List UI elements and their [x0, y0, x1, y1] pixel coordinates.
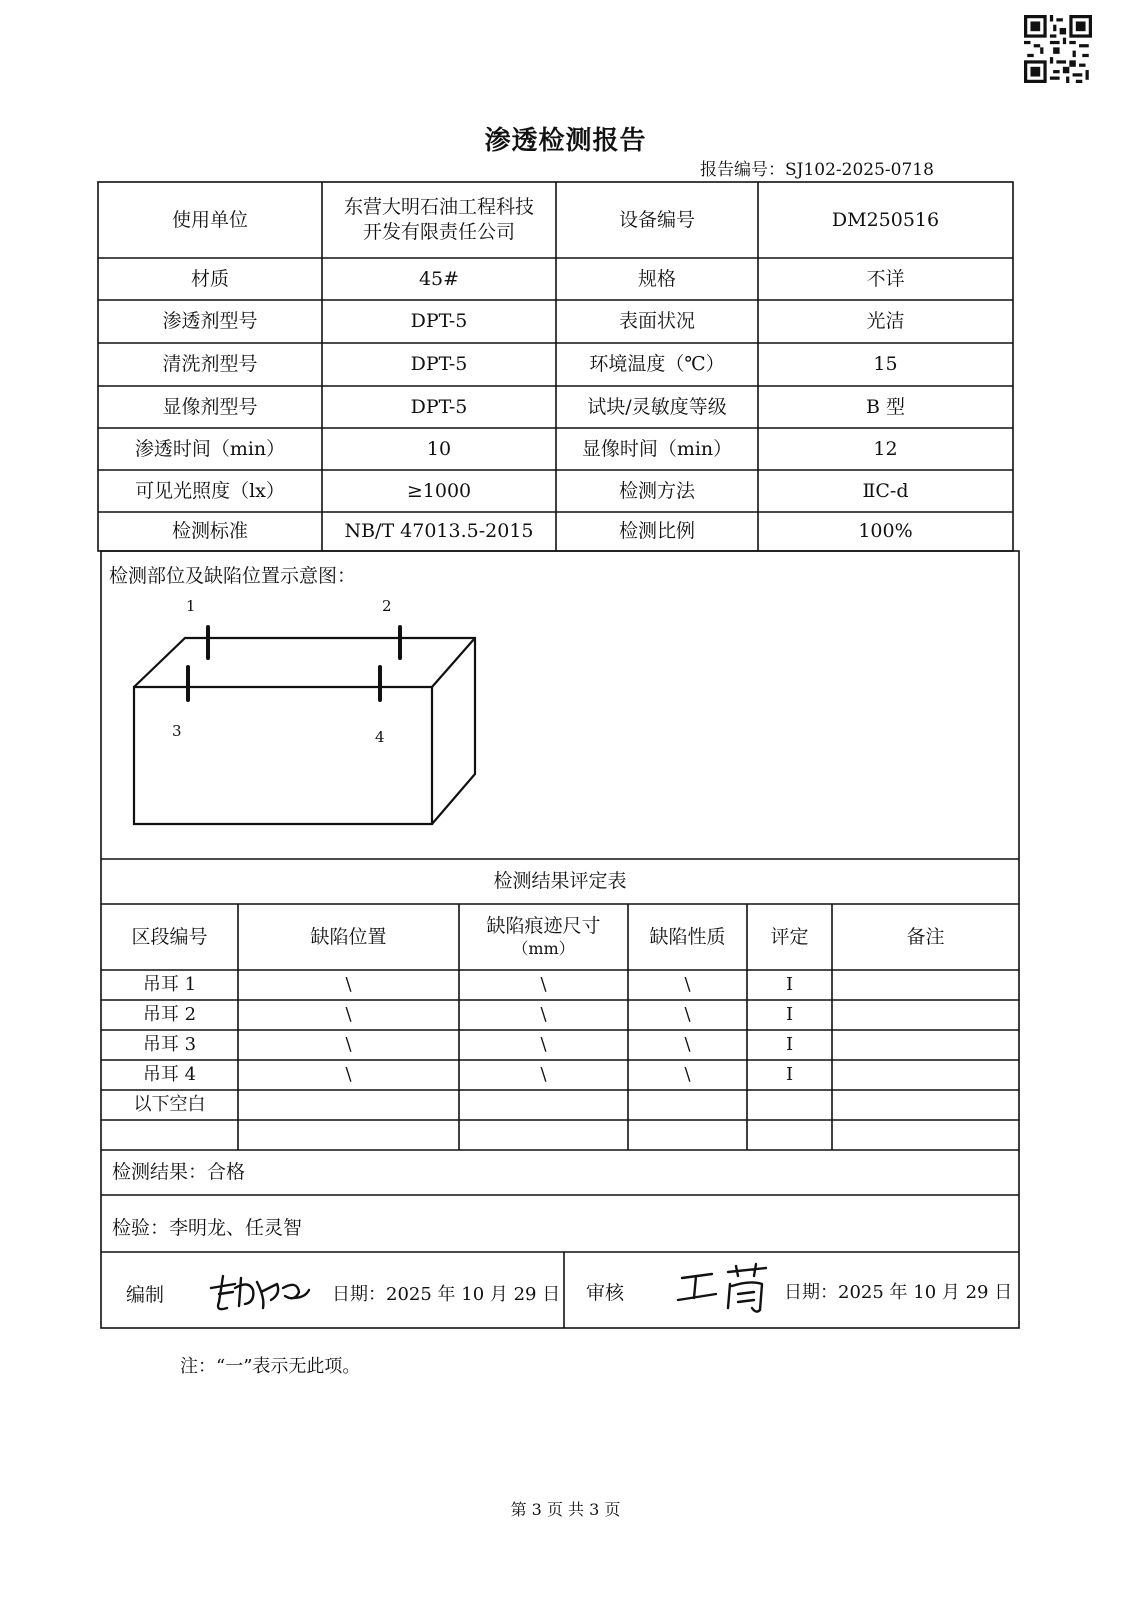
row-size: \: [540, 1004, 547, 1026]
row-nature: [628, 1090, 747, 1120]
row-grade: [747, 1090, 832, 1120]
marker-4-label: 4: [375, 728, 385, 746]
row-size: \: [540, 1064, 547, 1086]
row-grade: I: [785, 1064, 794, 1086]
row-position: \: [345, 974, 352, 996]
info-label: 清洗剂型号: [162, 353, 258, 376]
signature-reviewer-icon: [672, 1262, 776, 1316]
footnote: 注：“一”表示无此项。: [180, 1356, 361, 1377]
marker-1-label: 1: [186, 597, 196, 615]
row-remark: [832, 1060, 1019, 1090]
marker-3-label: 3: [172, 722, 182, 740]
info-value: 45#: [418, 267, 460, 290]
header-size-line1: 缺陷痕迹尺寸: [486, 915, 601, 938]
info-label: 渗透剂型号: [162, 310, 258, 333]
row-section: 以下空白: [133, 1094, 206, 1116]
info-label: 渗透时间（min）: [134, 437, 286, 460]
row-remark: [832, 970, 1019, 1000]
compile-date: 日期：2025 年 10 月 29 日: [332, 1284, 561, 1305]
row-position: [238, 1090, 459, 1120]
info-value: NB/T 47013.5-2015: [344, 520, 534, 543]
info-value: 100%: [858, 520, 913, 543]
lifting-block-sketch: [120, 590, 500, 840]
page-title: 渗透检测报告: [484, 126, 647, 156]
result-table-title: 检测结果评定表: [493, 870, 627, 893]
header-position: 缺陷位置: [310, 925, 387, 948]
report-number: 报告编号：SJ102-2025-0718: [700, 160, 934, 180]
info-value: 光洁: [866, 310, 905, 333]
row-section: 吊耳 4: [142, 1064, 197, 1086]
info-value: 12: [873, 437, 898, 460]
info-value: DPT-5: [410, 395, 468, 418]
info-label: 显像剂型号: [162, 395, 258, 418]
info-label: 规格: [637, 267, 676, 290]
conclusion-text: 检测结果：合格: [112, 1161, 246, 1183]
row-grade: I: [785, 974, 794, 996]
row-grade: I: [785, 1004, 794, 1026]
unit-value: 东营大明石油工程科技开发有限责任公司: [343, 196, 534, 243]
row-nature: \: [684, 1064, 691, 1086]
row-position: \: [345, 1064, 352, 1086]
row-nature: \: [684, 1004, 691, 1026]
info-label: 可见光照度（lx）: [135, 479, 285, 502]
row-remark: [832, 1090, 1019, 1120]
marker-2-label: 2: [382, 597, 392, 615]
sketch-label: 检测部位及缺陷位置示意图：: [109, 565, 357, 587]
header-size: [459, 904, 628, 970]
info-value: B 型: [865, 395, 905, 418]
signature-compiler-icon: [205, 1268, 315, 1318]
header-size-unit: （mm）: [512, 938, 575, 958]
row-position: \: [345, 1004, 352, 1026]
review-label: 审核: [586, 1282, 625, 1304]
equipment-no-value: DM250516: [831, 208, 940, 231]
row-position: \: [345, 1034, 352, 1056]
info-value: DPT-5: [410, 353, 468, 376]
info-value: 不详: [866, 267, 905, 290]
review-date: 日期：2025 年 10 月 29 日: [784, 1282, 1013, 1303]
header-section: 区段编号: [131, 925, 208, 948]
row-grade: I: [785, 1034, 794, 1056]
header-remark: 备注: [906, 925, 945, 948]
equipment-no-label: 设备编号: [618, 208, 695, 231]
row-section: 吊耳 2: [142, 1004, 197, 1026]
row-remark: [832, 1030, 1019, 1060]
row-nature: \: [684, 1034, 691, 1056]
info-value: ≥1000: [406, 479, 472, 502]
unit-label: 使用单位: [171, 208, 248, 231]
row-size: [459, 1090, 628, 1120]
info-label: 环境温度（℃）: [589, 353, 725, 376]
row-remark: [832, 1000, 1019, 1030]
row-section: 吊耳 3: [142, 1034, 197, 1056]
info-value: 10: [426, 437, 452, 460]
info-value: ⅡC-d: [862, 479, 909, 502]
header-nature: 缺陷性质: [649, 925, 726, 948]
info-label: 材质: [190, 267, 229, 290]
inspector-text: 检验：李明龙、任灵智: [112, 1217, 303, 1239]
header-grade: 评定: [770, 925, 809, 948]
row-section: 吊耳 1: [142, 974, 197, 996]
info-label: 检测比例: [618, 520, 695, 543]
info-label: 试块/灵敏度等级: [587, 395, 727, 418]
info-label: 显像时间（min）: [581, 437, 733, 460]
row-size: \: [540, 974, 547, 996]
info-value: DPT-5: [410, 310, 468, 333]
row-nature: \: [684, 974, 691, 996]
info-label: 表面状况: [618, 310, 695, 333]
compile-label: 编制: [126, 1284, 165, 1306]
info-label: 检测标准: [171, 520, 248, 543]
page-number: 第 3 页 共 3 页: [510, 1500, 621, 1519]
row-size: \: [540, 1034, 547, 1056]
info-value: 15: [873, 353, 898, 376]
info-label: 检测方法: [618, 479, 695, 502]
